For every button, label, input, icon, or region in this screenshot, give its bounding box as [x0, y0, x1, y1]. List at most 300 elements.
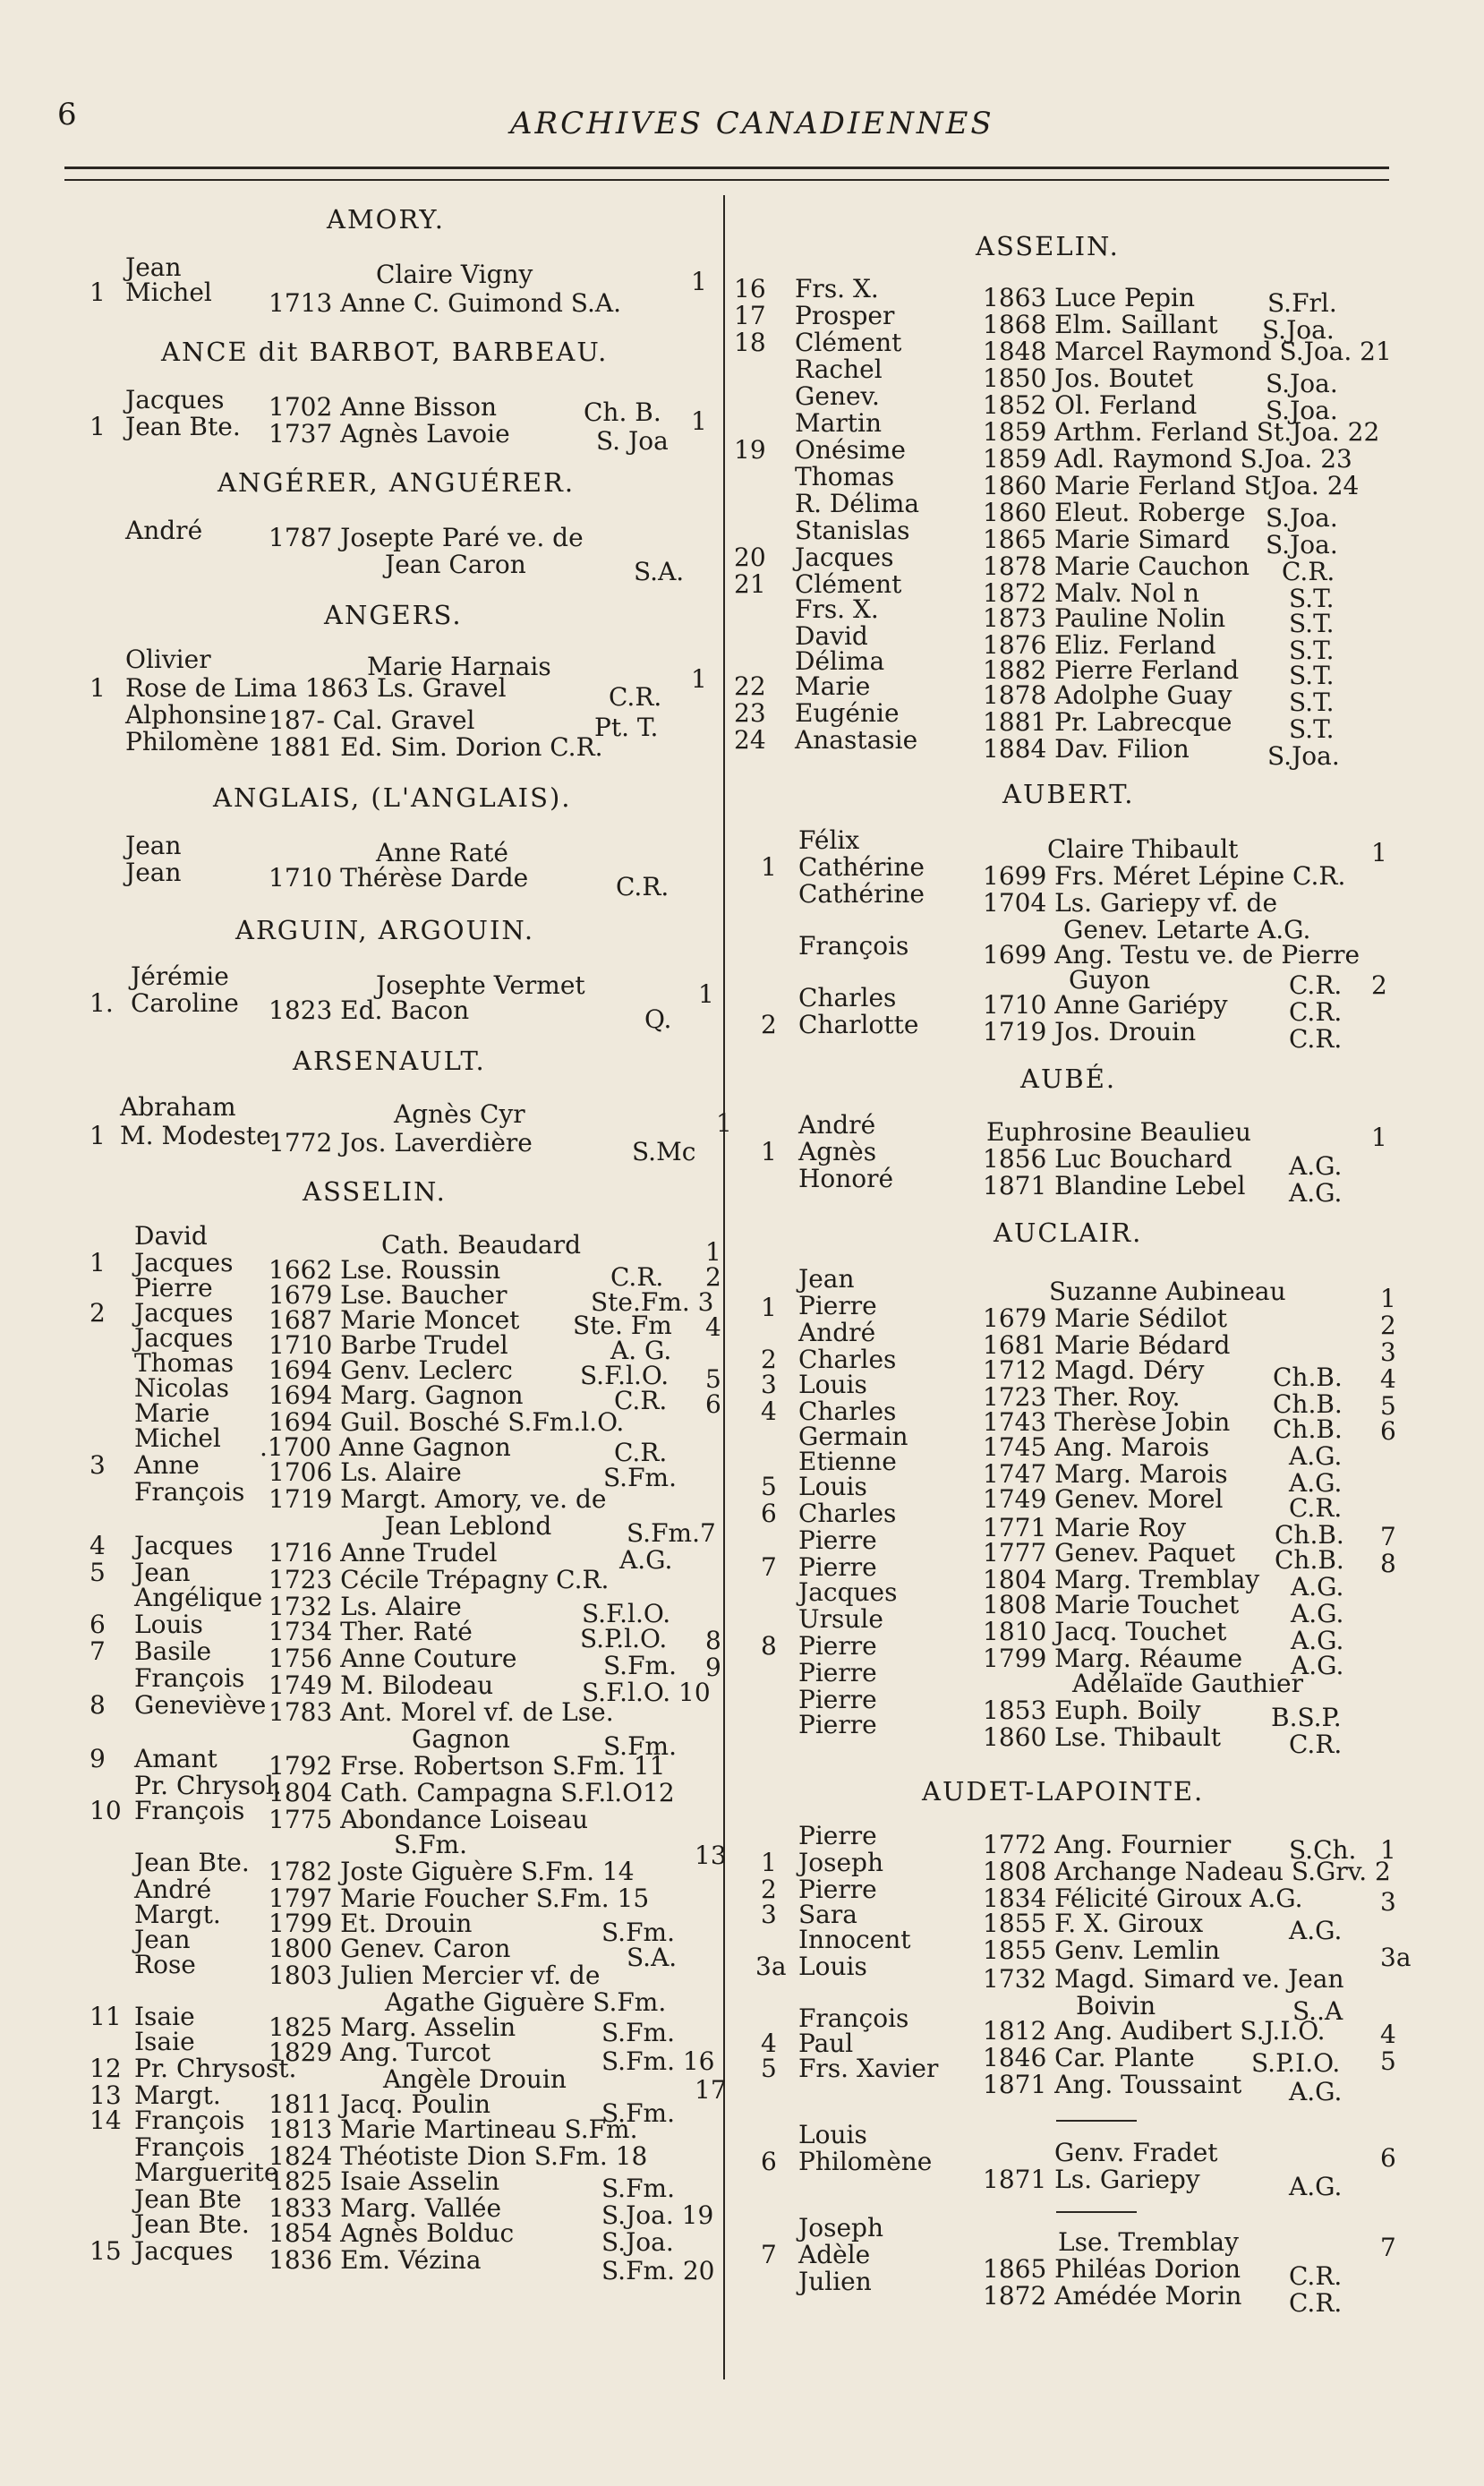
- genealogy-entry-text: 4: [1380, 1364, 1396, 1394]
- genealogy-entry-text: A.G.: [619, 1545, 673, 1575]
- genealogy-entry-text: Philomène: [798, 2147, 933, 2176]
- genealogy-entry-text: Anastasie: [795, 725, 918, 755]
- genealogy-entry-text: S.Ch.: [1289, 1835, 1357, 1865]
- genealogy-entry-text: 1871 Ls. Gariepy: [983, 2165, 1200, 2194]
- genealogy-entry-text: 1853 Euph. Boily: [983, 1696, 1201, 1725]
- genealogy-entry-text: 22: [734, 671, 766, 701]
- genealogy-entry-text: .1700 Anne Gagnon: [260, 1432, 511, 1462]
- genealogy-entry-text: Marguerite: [134, 2157, 279, 2187]
- genealogy-entry-text: 4: [1380, 2020, 1396, 2049]
- genealogy-entry-text: 3: [90, 1450, 106, 1480]
- genealogy-entry-text: Ste.Fm. 3: [591, 1287, 714, 1317]
- family-title: ARSENAULT.: [293, 1046, 486, 1076]
- genealogy-entry-text: 2: [761, 1875, 777, 1904]
- genealogy-entry-text: 1723 Ther. Roy.: [983, 1382, 1181, 1412]
- genealogy-entry-text: Etienne: [798, 1447, 897, 1476]
- genealogy-entry-text: S.Joa.: [1267, 741, 1340, 771]
- genealogy-entry-text: 6: [761, 2147, 777, 2176]
- genealogy-entry-text: 1: [1371, 838, 1387, 867]
- genealogy-entry-text: 1834 Félicité Giroux A.G.: [983, 1884, 1303, 1913]
- genealogy-entry-text: 1719 Margt. Amory, ve. de: [269, 1484, 607, 1514]
- genealogy-entry-text: 1699 Frs. Méret Lépine C.R.: [983, 861, 1346, 891]
- genealogy-entry-text: 1868 Elm. Saillant: [983, 310, 1218, 339]
- genealogy-entry-text: Pierre: [798, 1631, 877, 1661]
- genealogy-entry-text: Jean: [134, 1925, 191, 1954]
- genealogy-entry-text: 1792 Frse. Robertson S.Fm. 11: [269, 1751, 666, 1781]
- genealogy-entry-text: 1800 Genev. Caron: [269, 1934, 511, 1963]
- genealogy-entry-text: 1865 Marie Simard: [983, 525, 1231, 554]
- genealogy-entry-text: 12: [90, 2054, 122, 2083]
- genealogy-entry-text: A.G.: [1289, 1441, 1343, 1471]
- genealogy-entry-text: C.R.: [1289, 997, 1343, 1027]
- genealogy-entry-text: 1743 Therèse Jobin: [983, 1407, 1231, 1437]
- genealogy-entry-text: 1865 Philéas Dorion: [983, 2254, 1241, 2284]
- genealogy-entry-text: François: [134, 2132, 245, 2162]
- genealogy-entry-text: 1878 Marie Cauchon: [983, 551, 1250, 581]
- genealogy-entry-text: André: [798, 1318, 876, 1347]
- genealogy-entry-text: S.Mc: [632, 1137, 696, 1166]
- genealogy-entry-text: Pr. Chrysost.: [134, 2054, 297, 2083]
- genealogy-entry-text: S.A.: [627, 1943, 678, 1972]
- genealogy-entry-text: Joseph: [798, 1848, 883, 1877]
- genealogy-entry-text: 6: [1380, 2143, 1396, 2173]
- genealogy-entry-text: A. G.: [610, 1336, 672, 1365]
- genealogy-entry-text: 187- Cal. Gravel: [269, 705, 475, 735]
- genealogy-entry-text: 1687 Marie Moncet: [269, 1305, 520, 1335]
- genealogy-entry-text: Ch.B.: [1273, 1363, 1343, 1392]
- genealogy-entry-text: Charles: [798, 983, 897, 1012]
- genealogy-entry-text: 1694 Guil. Bosché S.Fm.l.O.: [269, 1407, 625, 1437]
- genealogy-entry-text: 8: [705, 1626, 721, 1655]
- genealogy-entry-text: S.Fm. 20: [601, 2256, 715, 2285]
- genealogy-entry-text: François: [798, 931, 909, 961]
- genealogy-entry-text: Louis: [798, 1472, 867, 1501]
- genealogy-entry-text: S.Fm.: [601, 2018, 675, 2047]
- entry-separator-rule: [1056, 2211, 1137, 2213]
- family-title: ANGERS.: [324, 600, 463, 630]
- genealogy-entry-text: Frs. X.: [795, 274, 879, 303]
- genealogy-entry-text: 8: [761, 1631, 777, 1661]
- genealogy-entry-text: 2: [1380, 1311, 1396, 1340]
- genealogy-entry-text: A.G.: [1289, 1178, 1343, 1208]
- genealogy-entry-text: Pierre: [798, 1552, 877, 1582]
- genealogy-entry-text: 1: [691, 267, 707, 296]
- genealogy-entry-text: Agnès Cyr: [394, 1099, 525, 1129]
- genealogy-entry-text: 1: [1380, 1835, 1396, 1865]
- genealogy-entry-text: 1855 Genv. Lemlin: [983, 1935, 1221, 1965]
- genealogy-entry-text: 1804 Marg. Tremblay: [983, 1565, 1260, 1594]
- genealogy-entry-text: 2: [761, 1345, 777, 1374]
- genealogy-entry-text: S.T.: [1289, 688, 1335, 717]
- genealogy-entry-text: Martin: [795, 408, 882, 438]
- family-title: AUBÉ.: [1020, 1064, 1117, 1094]
- genealogy-entry-text: 1694 Genv. Leclerc: [269, 1355, 513, 1385]
- genealogy-entry-text: S.F.l.O.: [580, 1361, 670, 1390]
- genealogy-entry-text: Geneviève: [134, 1690, 267, 1720]
- genealogy-entry-text: Abraham: [120, 1092, 236, 1122]
- genealogy-entry-text: A.G.: [1289, 1151, 1343, 1181]
- genealogy-entry-text: S.Joa.: [1266, 396, 1338, 425]
- genealogy-entry-text: S.P.I.O.: [1251, 2048, 1341, 2078]
- genealogy-entry-text: 7: [761, 2240, 777, 2269]
- genealogy-entry-text: 1747 Marg. Marois: [983, 1459, 1228, 1489]
- genealogy-entry-text: 1749 M. Bilodeau: [269, 1670, 494, 1700]
- genealogy-entry-text: Basile: [134, 1636, 212, 1666]
- genealogy-entry-text: Olivier: [125, 645, 211, 674]
- genealogy-entry-text: 1813 Marie Martineau S.Fm.: [269, 2114, 638, 2144]
- genealogy-entry-text: A.G.: [1291, 1599, 1344, 1628]
- genealogy-entry-text: 5: [1380, 2046, 1396, 2076]
- genealogy-entry-text: 23: [734, 698, 766, 728]
- genealogy-entry-text: Isaie: [134, 2002, 195, 2031]
- genealogy-entry-text: François: [134, 1477, 245, 1507]
- genealogy-entry-text: François: [798, 2003, 909, 2033]
- genealogy-entry-text: C.R.: [1282, 557, 1335, 586]
- genealogy-entry-text: 4: [90, 1531, 106, 1560]
- genealogy-entry-text: 3: [761, 1900, 777, 1929]
- genealogy-entry-text: Jean: [125, 858, 182, 887]
- genealogy-entry-text: 1823 Ed. Bacon: [269, 995, 470, 1025]
- genealogy-entry-text: Genev.: [795, 381, 880, 411]
- genealogy-entry-text: 1.: [90, 988, 114, 1018]
- genealogy-entry-text: Jean Caron: [385, 550, 526, 579]
- genealogy-entry-text: S.T.: [1289, 584, 1335, 613]
- genealogy-entry-text: 1710 Barbe Trudel: [269, 1330, 508, 1360]
- genealogy-entry-text: 1: [1380, 1284, 1396, 1313]
- genealogy-entry-text: 1771 Marie Roy: [983, 1513, 1187, 1542]
- genealogy-entry-text: Jean: [125, 831, 182, 860]
- genealogy-entry-text: 1734 Ther. Raté: [269, 1617, 473, 1646]
- genealogy-entry-text: Jacques: [134, 2236, 234, 2266]
- genealogy-entry-text: 1860 Lse. Thibault: [983, 1722, 1222, 1752]
- entry-separator-rule: [1056, 2120, 1137, 2122]
- genealogy-entry-text: Suzanne Aubineau: [1049, 1277, 1286, 1306]
- genealogy-entry-text: Jean Bte: [134, 2184, 242, 2214]
- genealogy-entry-text: 1719 Jos. Drouin: [983, 1017, 1197, 1047]
- genealogy-entry-text: 1782 Joste Giguère S.Fm. 14: [269, 1857, 635, 1886]
- genealogy-entry-text: 1: [90, 412, 106, 441]
- genealogy-entry-text: Cathérine: [798, 879, 925, 909]
- genealogy-entry-text: 5: [1380, 1391, 1396, 1421]
- genealogy-entry-text: 1749 Genev. Morel: [983, 1484, 1224, 1514]
- family-title: ARGUIN, ARGOUIN.: [235, 915, 535, 945]
- genealogy-entry-text: 1812 Ang. Audibert S.J.I.O.: [983, 2016, 1326, 2046]
- genealogy-entry-text: Jean Bte.: [134, 2209, 250, 2239]
- genealogy-entry-text: 13: [90, 2080, 122, 2110]
- genealogy-entry-text: 1716 Anne Trudel: [269, 1538, 498, 1568]
- genealogy-entry-text: 1710 Anne Gariépy: [983, 990, 1228, 1020]
- genealogy-entry-text: S.Joa.: [1266, 369, 1338, 398]
- genealogy-entry-text: C.R.: [610, 1262, 664, 1292]
- genealogy-entry-text: 2: [90, 1298, 106, 1328]
- genealogy-entry-text: C.R.: [609, 682, 662, 712]
- genealogy-entry-text: 1706 Ls. Alaire: [269, 1457, 462, 1487]
- genealogy-entry-text: 4: [705, 1312, 721, 1342]
- genealogy-entry-text: A.G.: [1291, 1651, 1344, 1680]
- genealogy-entry-text: 1855 F. X. Giroux: [983, 1909, 1204, 1938]
- genealogy-entry-text: 1679 Marie Sédilot: [983, 1303, 1228, 1333]
- genealogy-entry-text: C.R.: [1289, 1024, 1343, 1054]
- genealogy-entry-text: Louis: [798, 1370, 867, 1399]
- genealogy-entry-text: 1863 Luce Pepin: [983, 283, 1196, 312]
- genealogy-entry-text: S..A: [1292, 1996, 1343, 2026]
- genealogy-entry-text: 1882 Pierre Ferland: [983, 655, 1240, 685]
- genealogy-entry-text: Jacques: [134, 1248, 234, 1277]
- genealogy-entry-text: 1871 Ang. Toussaint: [983, 2070, 1242, 2099]
- running-title: ARCHIVES CANADIENNES: [510, 106, 994, 141]
- genealogy-entry-text: Agathe Giguère S.Fm.: [385, 1987, 667, 2017]
- family-title: AMORY.: [327, 204, 445, 235]
- genealogy-entry-text: 6: [761, 1499, 777, 1528]
- genealogy-entry-text: André: [134, 1875, 212, 1904]
- genealogy-entry-text: 2: [705, 1262, 721, 1292]
- genealogy-entry-text: 1856 Luc Bouchard: [983, 1144, 1232, 1174]
- genealogy-entry-text: Pierre: [798, 1525, 877, 1555]
- genealogy-entry-text: 1712 Magd. Déry: [983, 1355, 1205, 1385]
- genealogy-entry-text: Angèle Drouin: [383, 2064, 567, 2094]
- genealogy-entry-text: Cath. Beaudard: [381, 1230, 582, 1260]
- genealogy-entry-text: S.F.l.O. 10: [582, 1678, 711, 1707]
- genealogy-entry-text: Nicolas: [134, 1373, 230, 1403]
- genealogy-entry-text: 1859 Adl. Raymond S.Joa. 23: [983, 444, 1352, 474]
- genealogy-entry-text: 14: [90, 2106, 122, 2135]
- genealogy-entry-text: 1694 Marg. Gagnon: [269, 1380, 524, 1410]
- genealogy-entry-text: 10: [90, 1796, 122, 1825]
- genealogy-entry-text: Clément: [795, 569, 902, 599]
- genealogy-entry-text: Guyon: [1069, 965, 1151, 995]
- genealogy-entry-text: Frs. X.: [795, 594, 879, 624]
- genealogy-entry-text: 1772 Jos. Laverdière: [269, 1128, 533, 1158]
- genealogy-entry-text: 1846 Car. Plante: [983, 2043, 1195, 2072]
- genealogy-entry-text: S.Fm.: [601, 1918, 675, 1947]
- family-title: ASSELIN.: [303, 1176, 447, 1207]
- genealogy-entry-text: 1876 Eliz. Ferland: [983, 630, 1216, 660]
- genealogy-entry-text: M. Modeste: [120, 1121, 271, 1150]
- genealogy-entry-text: Michel: [125, 278, 212, 307]
- genealogy-entry-text: S. Joa: [596, 426, 669, 456]
- genealogy-entry-text: S.Fm.: [603, 1731, 677, 1761]
- genealogy-entry-text: 1848 Marcel Raymond S.Joa. 21: [983, 337, 1392, 366]
- genealogy-entry-text: 3a: [755, 1952, 787, 1981]
- genealogy-entry-text: Jean Bte.: [134, 1848, 250, 1877]
- genealogy-entry-text: Jacques: [134, 1298, 234, 1328]
- genealogy-entry-text: 1810 Jacq. Touchet: [983, 1617, 1227, 1646]
- genealogy-entry-text: Jean Bte.: [125, 412, 241, 441]
- genealogy-entry-text: Jacques: [795, 542, 894, 572]
- genealogy-entry-text: Thomas: [795, 462, 895, 491]
- genealogy-entry-text: 1836 Em. Vézina: [269, 2245, 482, 2275]
- genealogy-entry-text: 1: [716, 1108, 732, 1138]
- genealogy-entry-text: 7: [1380, 1522, 1396, 1551]
- genealogy-entry-text: Jacques: [125, 385, 225, 414]
- genealogy-entry-text: 1681 Marie Bédard: [983, 1330, 1231, 1360]
- genealogy-entry-text: 1878 Adolphe Guay: [983, 680, 1232, 710]
- genealogy-entry-text: 1825 Marg. Asselin: [269, 2012, 516, 2042]
- genealogy-entry-text: 7: [90, 1636, 106, 1666]
- genealogy-entry-text: Gagnon: [412, 1724, 510, 1754]
- genealogy-entry-text: Adèle: [798, 2240, 871, 2269]
- genealogy-entry-text: Michel: [134, 1423, 221, 1453]
- genealogy-entry-text: 5: [761, 1472, 777, 1501]
- genealogy-entry-text: 1881 Pr. Labrecque: [983, 707, 1232, 737]
- genealogy-entry-text: 1662 Lse. Roussin: [269, 1255, 501, 1285]
- genealogy-entry-text: Philomène: [125, 727, 260, 756]
- genealogy-entry-text: S.Joa.: [1266, 503, 1338, 533]
- genealogy-entry-text: Marie: [134, 1398, 210, 1428]
- genealogy-entry-text: Innocent: [798, 1925, 911, 1954]
- genealogy-entry-text: 1825 Isaie Asselin: [269, 2166, 500, 2196]
- genealogy-entry-text: 15: [90, 2236, 122, 2266]
- genealogy-entry-text: Jean: [134, 1558, 191, 1587]
- genealogy-entry-text: Margt.: [134, 1900, 221, 1929]
- genealogy-entry-text: 1804 Cath. Campagna S.F.l.O12: [269, 1778, 675, 1807]
- genealogy-entry-text: 1829 Ang. Turcot: [269, 2037, 491, 2067]
- genealogy-entry-text: Ch.B.: [1275, 1545, 1344, 1575]
- genealogy-entry-text: Marie Harnais: [367, 652, 551, 681]
- genealogy-entry-text: A.G.: [1289, 2077, 1343, 2106]
- genealogy-entry-text: 1881 Ed. Sim. Dorion C.R.: [269, 732, 603, 762]
- genealogy-entry-text: David: [795, 621, 868, 651]
- genealogy-entry-text: Anne: [134, 1450, 200, 1480]
- genealogy-entry-text: François: [134, 1663, 245, 1693]
- genealogy-entry-text: A.G.: [1289, 2172, 1343, 2201]
- genealogy-entry-text: 1: [761, 852, 777, 882]
- genealogy-entry-text: Ch.B.: [1275, 1520, 1344, 1550]
- genealogy-entry-text: S.Fm.: [603, 1463, 677, 1492]
- genealogy-entry-text: S.T.: [1289, 714, 1335, 744]
- genealogy-entry-text: 1850 Jos. Boutet: [983, 363, 1193, 393]
- genealogy-entry-text: 3a: [1380, 1943, 1412, 1972]
- genealogy-entry-text: Rose de Lima 1863 Ls. Gravel: [125, 673, 507, 703]
- genealogy-entry-text: 6: [90, 1610, 106, 1639]
- genealogy-entry-text: 1: [691, 664, 707, 694]
- genealogy-entry-text: 1799 Marg. Réaume: [983, 1644, 1243, 1673]
- genealogy-entry-text: Eugénie: [795, 698, 900, 728]
- genealogy-entry-text: Frs. Xavier: [798, 2054, 939, 2083]
- genealogy-entry-text: Boivin: [1076, 1991, 1156, 2020]
- genealogy-entry-text: C.R.: [614, 1438, 668, 1467]
- page-number: 6: [57, 97, 77, 132]
- genealogy-entry-text: S.Fm. 16: [601, 2046, 715, 2076]
- genealogy-entry-text: Pierre: [798, 1821, 877, 1850]
- genealogy-entry-text: 1: [1371, 1123, 1387, 1152]
- genealogy-entry-text: 1852 Ol. Ferland: [983, 390, 1198, 420]
- genealogy-entry-text: Délima: [795, 646, 885, 676]
- genealogy-entry-text: Jean Leblond: [385, 1511, 552, 1541]
- genealogy-entry-text: 1702 Anne Bisson: [269, 392, 498, 422]
- genealogy-entry-text: 6: [705, 1389, 721, 1419]
- genealogy-entry-text: 2: [761, 1010, 777, 1039]
- genealogy-entry-text: S.Fm.: [603, 1651, 677, 1680]
- genealogy-entry-text: Pierre: [798, 1875, 877, 1904]
- genealogy-entry-text: Amant: [134, 1744, 217, 1773]
- genealogy-entry-text: Claire Vigny: [376, 260, 533, 289]
- genealogy-entry-text: 9: [705, 1653, 721, 1682]
- genealogy-entry-text: C.R.: [616, 872, 670, 901]
- genealogy-entry-text: Q.: [644, 1004, 672, 1034]
- genealogy-entry-text: 1860 Marie Ferland StJoa. 24: [983, 471, 1360, 500]
- genealogy-entry-text: B.S.P.: [1271, 1703, 1342, 1732]
- genealogy-entry-text: 7: [1380, 2233, 1396, 2262]
- genealogy-entry-text: 13: [695, 1841, 727, 1870]
- genealogy-entry-text: A.G.: [1291, 1572, 1344, 1602]
- genealogy-entry-text: C.R.: [1289, 970, 1343, 1000]
- genealogy-entry-text: Margt.: [134, 2080, 221, 2110]
- genealogy-entry-text: Ch.B.: [1273, 1389, 1343, 1419]
- genealogy-entry-text: S.P.l.O.: [580, 1624, 668, 1653]
- genealogy-entry-text: François: [134, 1796, 245, 1825]
- genealogy-entry-text: 1808 Archange Nadeau S.Grv. 2: [983, 1857, 1391, 1886]
- genealogy-entry-text: 21: [734, 569, 766, 599]
- genealogy-entry-text: 19: [734, 435, 766, 465]
- family-title: ANCE dit BARBOT, BARBEAU.: [161, 337, 609, 367]
- genealogy-entry-text: Anne Raté: [376, 838, 508, 867]
- genealogy-entry-text: 16: [734, 274, 766, 303]
- genealogy-entry-text: C.R.: [1289, 1493, 1343, 1523]
- genealogy-entry-text: C.R.: [1289, 2261, 1343, 2291]
- genealogy-entry-text: S.Joa. 19: [601, 2200, 714, 2230]
- genealogy-entry-text: 1: [90, 278, 106, 307]
- genealogy-entry-text: Clément: [795, 328, 902, 357]
- genealogy-entry-text: Ch. B.: [584, 397, 661, 427]
- genealogy-entry-text: Jacques: [134, 1531, 234, 1560]
- genealogy-entry-text: A.G.: [1291, 1626, 1344, 1655]
- genealogy-entry-text: 5: [705, 1364, 721, 1394]
- genealogy-entry-text: Charles: [798, 1397, 897, 1426]
- genealogy-entry-text: 11: [90, 2002, 122, 2031]
- genealogy-entry-text: 1872 Malv. Nol n: [983, 578, 1200, 608]
- genealogy-entry-text: 7: [761, 1552, 777, 1582]
- genealogy-entry-text: Josephte Vermet: [376, 970, 585, 1000]
- genealogy-entry-text: R. Délima: [795, 489, 920, 518]
- genealogy-entry-text: Charles: [798, 1499, 897, 1528]
- genealogy-entry-text: Pt. T.: [594, 713, 659, 742]
- genealogy-entry-text: Rachel: [795, 355, 883, 384]
- genealogy-entry-text: Félix: [798, 825, 860, 855]
- genealogy-entry-text: 1775 Abondance Loiseau: [269, 1805, 589, 1834]
- genealogy-entry-text: 1808 Marie Touchet: [983, 1590, 1240, 1619]
- genealogy-entry-text: 1699 Ang. Testu ve. de Pierre: [983, 940, 1360, 970]
- genealogy-entry-text: S.Joa.: [601, 2227, 674, 2257]
- genealogy-entry-text: Isaie: [134, 2027, 195, 2056]
- genealogy-entry-text: Euphrosine Beaulieu: [986, 1117, 1251, 1147]
- genealogy-entry-text: Alphonsine: [125, 700, 267, 730]
- genealogy-entry-text: Claire Thibault: [1047, 834, 1239, 864]
- genealogy-entry-text: Lse. Tremblay: [1058, 2227, 1239, 2257]
- genealogy-entry-text: Marie: [795, 671, 871, 701]
- genealogy-entry-text: S.F.l.O.: [582, 1599, 671, 1628]
- genealogy-entry-text: 1824 Théotiste Dion S.Fm. 18: [269, 2141, 648, 2171]
- genealogy-entry-text: Germain: [798, 1422, 908, 1451]
- genealogy-entry-text: Thomas: [134, 1348, 235, 1378]
- genealogy-entry-text: Angélique: [134, 1583, 263, 1612]
- genealogy-entry-text: 1732 Magd. Simard ve. Jean: [983, 1964, 1344, 1994]
- genealogy-entry-text: 4: [761, 1397, 777, 1426]
- genealogy-entry-text: Sara: [798, 1900, 857, 1929]
- genealogy-entry-text: 1745 Ang. Marois: [983, 1432, 1210, 1462]
- genealogy-entry-text: Stanislas: [795, 516, 910, 545]
- genealogy-entry-text: Ste. Fm: [573, 1311, 672, 1340]
- genealogy-entry-text: Jacques: [134, 1323, 234, 1353]
- genealogy-entry-text: 1854 Agnès Bolduc: [269, 2218, 515, 2248]
- genealogy-entry-text: 1799 Et. Drouin: [269, 1909, 473, 1938]
- genealogy-entry-text: A.G.: [1289, 1916, 1343, 1945]
- genealogy-entry-text: Louis: [798, 2120, 867, 2149]
- genealogy-entry-text: 1: [90, 1248, 106, 1277]
- genealogy-entry-text: Pr. Chrysol.: [134, 1771, 282, 1800]
- genealogy-entry-text: 1872 Amédée Morin: [983, 2281, 1242, 2311]
- genealogy-entry-text: David: [134, 1221, 208, 1251]
